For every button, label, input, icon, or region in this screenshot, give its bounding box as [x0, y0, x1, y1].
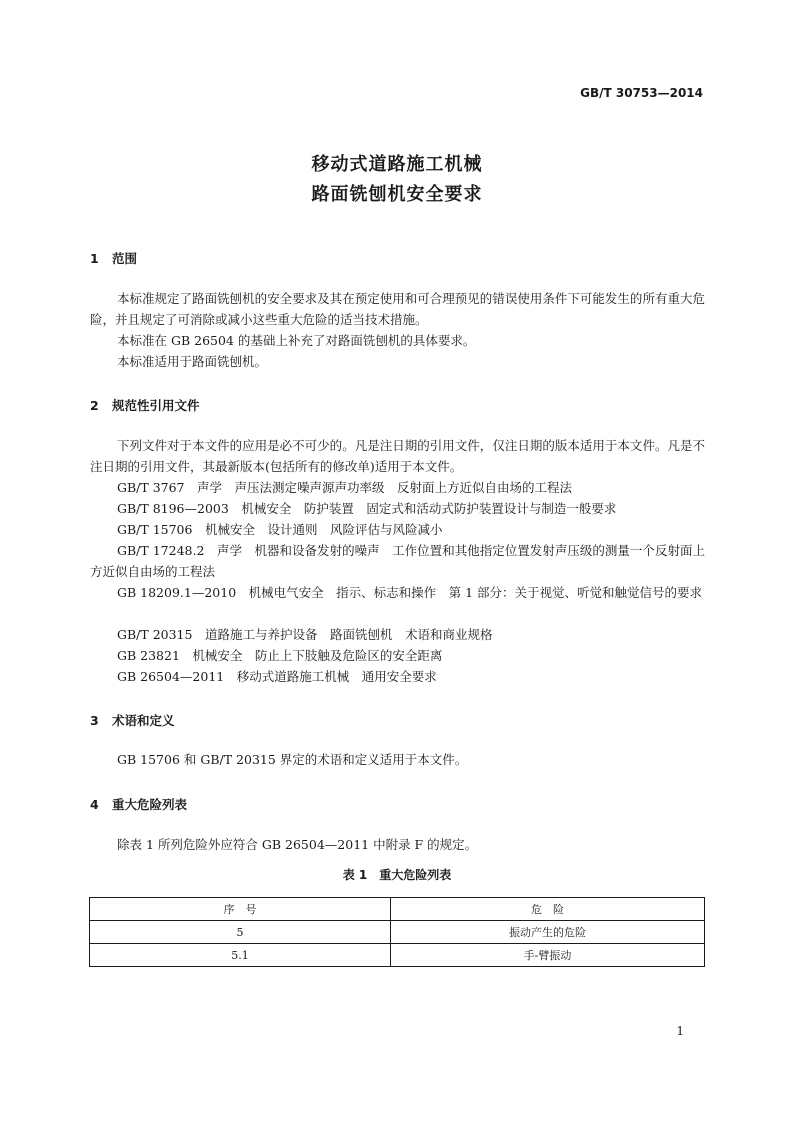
- section-number: 4: [90, 797, 99, 812]
- section-title: 范围: [112, 251, 138, 266]
- standard-code: GB/T 30753—2014: [580, 86, 703, 100]
- section-number: 2: [90, 398, 99, 413]
- section-title: 术语和定义: [112, 713, 175, 728]
- document-title: [0, 150, 794, 210]
- table-header-row: [90, 898, 705, 921]
- section-title: 重大危险列表: [112, 797, 188, 812]
- paragraph: 本标准在 GB 26504 的基础上补充了对路面铣刨机的具体要求。: [117, 333, 476, 348]
- section-2-heading: [90, 396, 200, 414]
- page-number: 1: [676, 1024, 684, 1038]
- section-title: 规范性引用文件: [112, 398, 200, 413]
- table-caption: 表 1 重大危险列表: [342, 868, 452, 882]
- reference-item: GB/T 15706 机械安全 设计通则 风险评估与风险减小: [117, 522, 443, 537]
- reference-item: GB 23821 机械安全 防止上下肢触及危险区的安全距离: [117, 648, 443, 663]
- reference-item: GB 26504—2011 移动式道路施工机械 通用安全要求: [117, 669, 437, 684]
- section-4-heading: [90, 795, 187, 813]
- section-number: 3: [90, 713, 99, 728]
- column-header-hazard: 危 险: [391, 898, 705, 921]
- reference-item: GB/T 20315 道路施工与养护设备 路面铣刨机 术语和商业规格: [117, 627, 493, 642]
- section-number: 1: [90, 251, 99, 266]
- table-row: [90, 921, 705, 944]
- paragraph: 本标准规定了路面铣刨机的安全要求及其在预定使用和可合理预见的错误使用条件下可能发生的所有重大危险，并且规定了可消除或减小这些重大危险的适当技术措施。: [90, 291, 705, 327]
- column-header-number: 序 号: [90, 898, 391, 921]
- paragraph: 本标准适用于路面铣刨机。: [117, 354, 268, 369]
- reference-item: GB 18209.1—2010 机械电气安全 指示、标志和操作 第 1 部分：关于视觉、听觉和触觉信号的要求: [117, 585, 703, 600]
- title-line-1: 移动式道路施工机械: [311, 154, 483, 175]
- table-cell: 振动产生的危险: [391, 921, 705, 944]
- section-1-heading: [90, 249, 137, 267]
- paragraph: GB 15706 和 GB/T 20315 界定的术语和定义适用于本文件。: [117, 752, 468, 767]
- paragraph: 下列文件对于本文件的应用是必不可少的。凡是注日期的引用文件，仅注日期的版本适用于本文件。凡是不注日期的引用文件，其最新版本(包括所有的修改单)适用于本文件。: [90, 438, 705, 474]
- title-line-2: 路面铣刨机安全要求: [311, 184, 483, 205]
- table-cell: 手-臂振动: [391, 944, 705, 967]
- reference-item: GB/T 17248.2 声学 机器和设备发射的噪声 工作位置和其他指定位置发射声压级的测量一个反射面上方近似自由场的工程法: [90, 543, 705, 579]
- section-3-heading: [90, 711, 175, 729]
- reference-item: GB/T 8196—2003 机械安全 防护装置 固定式和活动式防护装置设计与制造一般要求: [117, 501, 617, 516]
- paragraph: 除表 1 所列危险外应符合 GB 26504—2011 中附录 F 的规定。: [117, 837, 478, 852]
- table-row: [90, 944, 705, 967]
- hazard-table: [89, 897, 705, 967]
- reference-item: GB/T 3767 声学 声压法测定噪声源声功率级 反射面上方近似自由场的工程法: [117, 480, 573, 495]
- table-cell: 5.1: [90, 944, 391, 967]
- table-cell: 5: [90, 921, 391, 944]
